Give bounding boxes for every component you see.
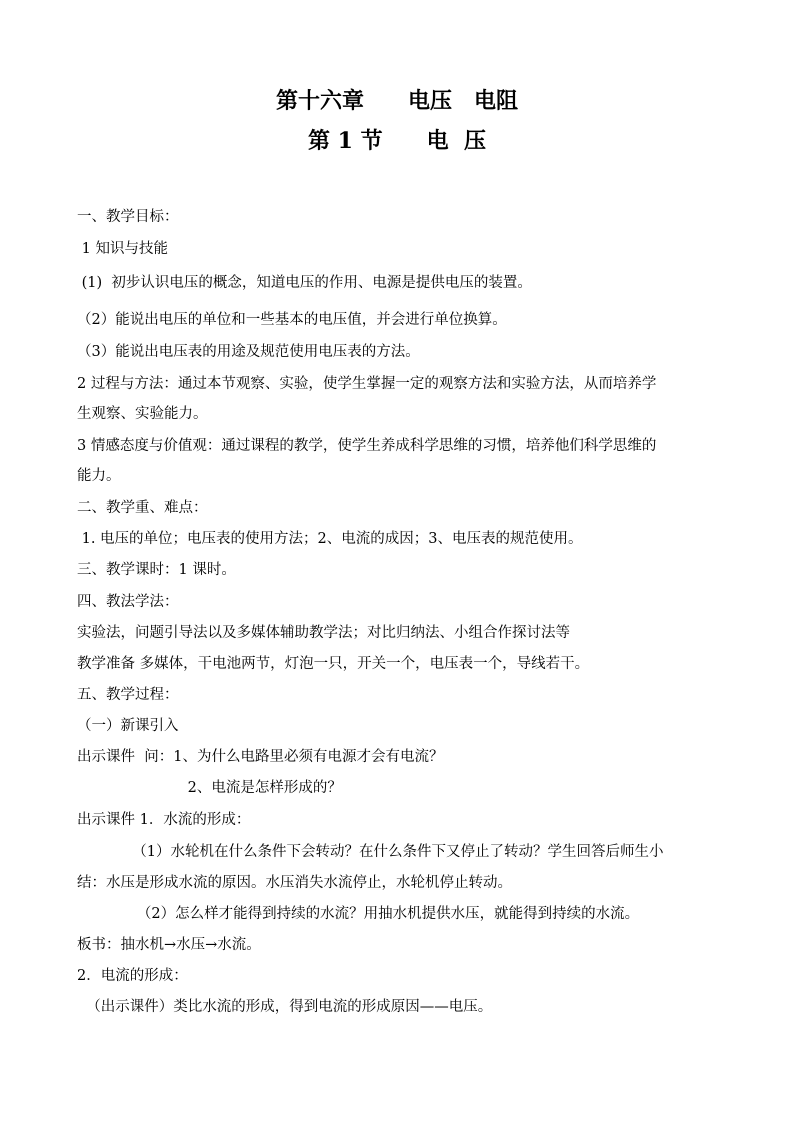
chapter-title: 第十六章 电压 电阻 [275,88,518,114]
paragraph-line: 1. 电压的单位；电压表的使用方法；2、电流的成因；3、电压表的规范使用。 [77,531,583,547]
paragraph-line: 实验法，问题引导法以及多媒体辅助教学法；对比归纳法、小组合作探讨法等 [77,625,570,641]
paragraph-line: 2、电流是怎样形成的？ [77,780,342,796]
paragraph-line: 教学准备 多媒体，干电池两节，灯泡一只，开关一个，电压表一个，导线若干。 [77,656,590,672]
paragraph-line: 结：水压是形成水流的原因。水压消失水流停止，水轮机停止转动。 [77,875,512,891]
heading-methods: 四、教法学法： [77,594,179,610]
paragraph-line: 3 情感态度与价值观：通过课程的教学，使学生养成科学思维的习惯，培养他们科学思维的 [77,438,657,454]
paragraph-line: 出示课件 问：1、为什么电路里必须有电源才会有电流？ [77,749,444,765]
heading-key-points: 二、教学重、难点： [77,500,208,516]
heading-class-hours: 三、教学课时：1 课时。 [77,562,236,578]
list-item: (1) 初步认识电压的概念，知道电压的作用、电源是提供电压的装置。 [77,275,532,291]
paragraph-line: 生观察、实验能力。 [77,406,208,422]
paragraph-line: 板书：抽水机→水压→水流。 [77,937,261,953]
list-item: （2）能说出电压的单位和一些基本的电压值，并会进行单位换算。 [77,312,507,328]
paragraph-line: 出示课件 1．水流的形成： [77,812,251,828]
paragraph-line: （1）水轮机在什么条件下会转动？在什么条件下又停止了转动？学生回答后师生小 [77,844,664,860]
subheading-knowledge-skills: 1 知识与技能 [77,241,168,257]
subheading-introduction: （一）新课引入 [77,718,179,734]
heading-teaching-process: 五、教学过程： [77,687,179,703]
list-item: （3）能说出电压表的用途及规范使用电压表的方法。 [77,344,420,360]
paragraph-line: （2）怎么样才能得到持续的水流？用抽水机提供水压，就能得到持续的水流。 [77,906,640,922]
paragraph-line: 2．电流的形成： [77,968,188,984]
paragraph-line: 能力。 [77,468,121,484]
paragraph-line: 2 过程与方法：通过本节观察、实验，使学生掌握一定的观察方法和实验方法，从而培养学 [77,376,657,392]
heading-teaching-objectives: 一、教学目标： [77,209,179,225]
section-title: 第 1 节 电 压 [308,128,486,154]
paragraph-line: （出示课件）类比水流的形成，得到电流的形成原因——电压。 [77,999,493,1015]
